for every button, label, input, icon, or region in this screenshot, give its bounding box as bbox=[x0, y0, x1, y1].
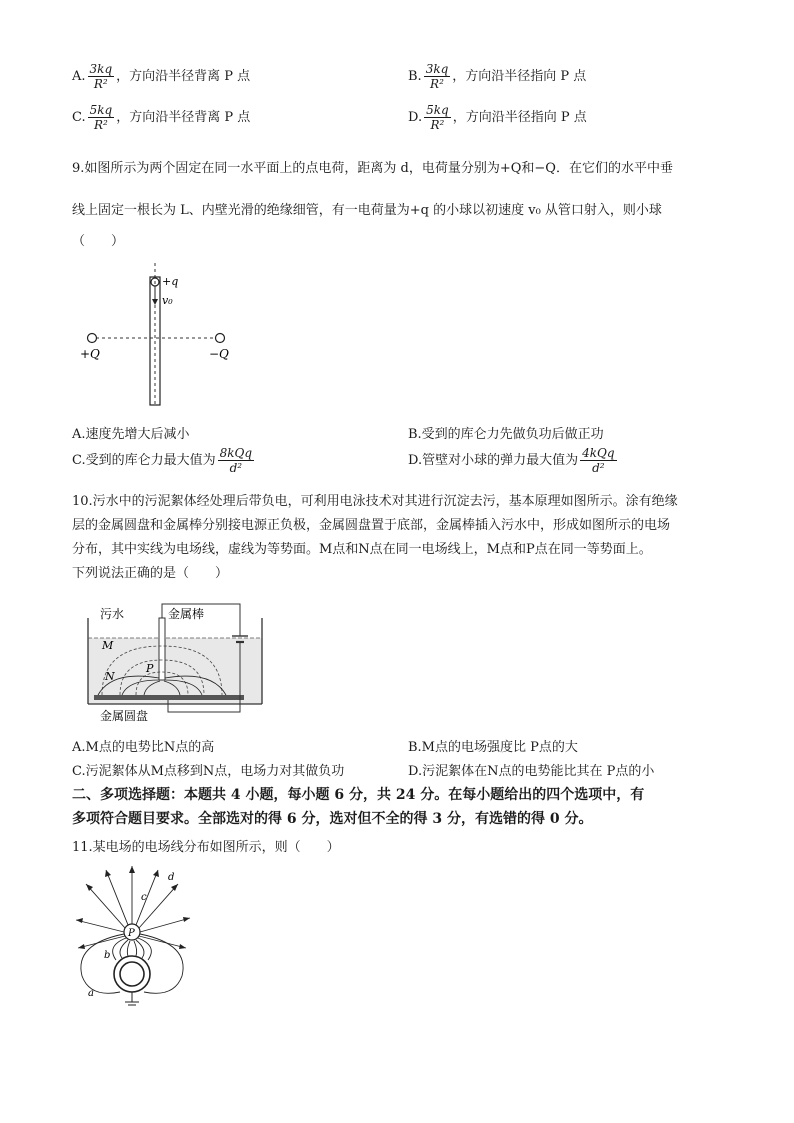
q9-option-d: D.管壁对小球的弹力最大值为 $\frac{\text{4kQq}}{\text{d²}}$ bbox=[408, 446, 615, 475]
q10-option-c: C.污泥絮体从M点移到N点，电场力对其做负功 bbox=[72, 764, 345, 779]
q9-positive-charge bbox=[88, 334, 97, 343]
q10-stem-line3: 分布，其中实线为电场线，虚线为等势面。M点和N点在同一电场线上，M点和P点在同一等势面上。 bbox=[72, 542, 652, 557]
q10-figure bbox=[72, 588, 272, 728]
q11-label-b: b bbox=[104, 950, 111, 961]
q10-label-P: P bbox=[146, 662, 154, 675]
q10-option-a: A.M点的电势比N点的高 bbox=[72, 740, 215, 755]
q10-metal-disk bbox=[94, 695, 244, 700]
q9-label-plusQ: +Q bbox=[80, 347, 100, 361]
q10-option-b: B.M点的电场强度比 P点的大 bbox=[408, 740, 578, 755]
q10-stem-line2: 层的金属圆盘和金属棒分别接电源正负极，金属圆盘置于底部，金属棒插入污水中，形成如图所示的电场 bbox=[72, 518, 671, 533]
q11-stem: 11.某电场的电场线分布如图所示，则（ ） bbox=[72, 840, 340, 855]
q10-label-water: 污水 bbox=[100, 607, 125, 621]
q9-negative-charge bbox=[216, 334, 225, 343]
q10-label-M: M bbox=[102, 639, 114, 652]
q10-option-d: D.污泥絮体在N点的电势能比其在 P点的小 bbox=[408, 764, 655, 779]
q11-label-d: d bbox=[168, 872, 175, 883]
q10-metal-rod bbox=[159, 618, 165, 680]
q10-label-rod: 金属棒 bbox=[168, 607, 205, 621]
q9-label-minusQ: −Q bbox=[209, 347, 229, 361]
q9-label-v0: v₀ bbox=[162, 294, 173, 307]
q8-option-c: C. $\frac{5kq}{\text{R²}}$ ，方向沿半径背离 P 点 bbox=[72, 103, 251, 132]
q9-velocity-arrow bbox=[152, 299, 158, 305]
q9-figure bbox=[72, 255, 272, 415]
q9-answer-paren: （ ） bbox=[72, 234, 125, 249]
q9-label-q: +q bbox=[162, 275, 179, 288]
q8-option-b: B. $\frac{3kq}{\text{R²}}$ ，方向沿半径指向 P 点 bbox=[408, 62, 587, 91]
q11-label-a: a bbox=[88, 988, 94, 999]
q10-stem-line4: 下列说法正确的是（ ） bbox=[72, 566, 229, 581]
section2-heading-line2: 多项符合题目要求。全部选对的得 6 分，选对但不全的得 3 分，有选错的得 0 分。 bbox=[72, 811, 593, 827]
q8-option-d: D. $\frac{5kq}{\text{R²}}$ ，方向沿半径指向 P 点 bbox=[408, 103, 587, 132]
q11-sphere-inner bbox=[120, 962, 144, 986]
q11-label-c: c bbox=[141, 892, 147, 903]
q9-option-a: A.速度先增大后减小 bbox=[72, 427, 190, 442]
q9-option-c: C.受到的库仑力最大值为 $\frac{\text{8kQq}}{\text{d²}}$ bbox=[72, 446, 253, 475]
q9-stem-line2: 线上固定一根长为 L、内壁光滑的绝缘细管，有一电荷量为+q 的小球以初速度 v₀ 从管口射入，则小球 bbox=[72, 203, 662, 218]
q11-label-P: P bbox=[128, 928, 135, 939]
q9-stem-line1: 9.如图所示为两个固定在同一水平面上的点电荷，距离为 d，电荷量分别为+Q和−Q．在它们的水平中垂 bbox=[72, 161, 673, 176]
section2-heading-line1: 二、多项选择题：本题共 4 小题，每小题 6 分，共 24 分。在每小题给出的四个选项中，有 bbox=[72, 787, 645, 803]
q10-label-N: N bbox=[105, 670, 115, 683]
q9-option-b: B.受到的库仑力先做负功后做正功 bbox=[408, 427, 604, 442]
q11-figure bbox=[70, 860, 200, 1010]
q8-option-a: A. $\frac{3kq}{\text{R²}}$ ，方向沿半径背离 P 点 bbox=[72, 62, 251, 91]
q10-stem-line1: 10.污水中的污泥絮体经处理后带负电，可利用电泳技术对其进行沉淀去污，基本原理如图所示。涂有绝缘 bbox=[72, 494, 678, 509]
q10-label-disk: 金属圆盘 bbox=[100, 709, 149, 723]
